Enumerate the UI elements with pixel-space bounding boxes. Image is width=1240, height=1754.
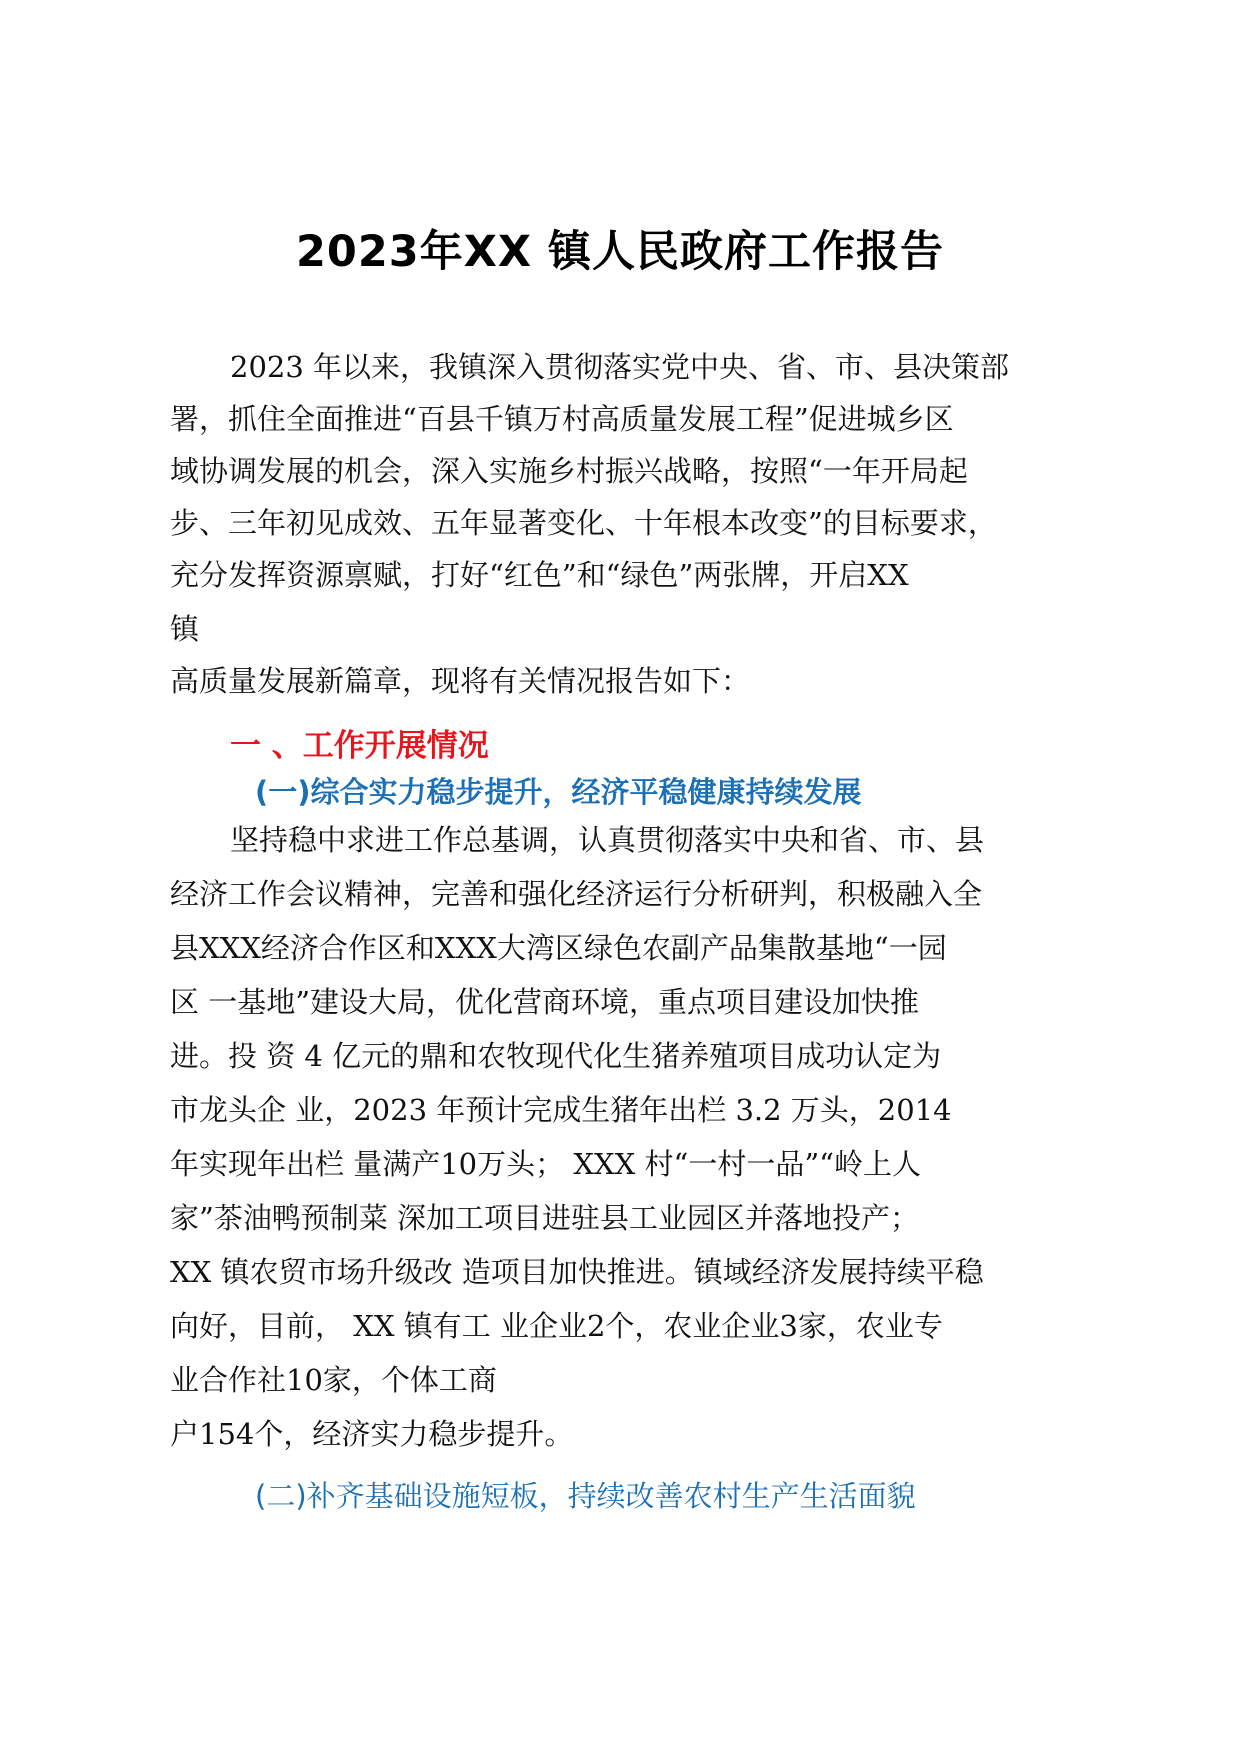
subsection-heading-1: (一)综合实力稳步提升，经济平稳健康持续发展 <box>255 775 862 809</box>
body-line-7: 年实现年出栏 量满产10万头； XXX 村“一村一品”“岭上人 <box>170 1147 921 1181</box>
body-line-1: 坚持稳中求进工作总基调，认真贯彻落实中央和省、市、县 <box>230 823 985 857</box>
document-title: 2023年XX 镇人民政府工作报告 <box>296 227 944 277</box>
section-heading-work-progress: 一 、工作开展情况 <box>230 728 489 764</box>
body-line-2: 经济工作会议精神，完善和强化经济运行分析研判，积极融入全 <box>170 877 983 911</box>
body-line-11: 业合作社10家，个体工商 <box>170 1363 497 1397</box>
body-line-3: 县XXX经济合作区和XXX大湾区绿色农副产品集散基地“一园 <box>170 931 947 965</box>
intro-line-3: 域协调发展的机会，深入实施乡村振兴战略，按照“一年开局起 <box>170 454 968 488</box>
body-line-10: 向好，目前， XX 镇有工 业企业2个，农业企业3家，农业专 <box>170 1309 943 1343</box>
body-line-12: 户154个，经济实力稳步提升。 <box>170 1417 574 1451</box>
intro-line-6: 镇 <box>170 612 200 646</box>
body-line-6: 市龙头企 业，2023 年预计完成生猪年出栏 3.2 万头，2014 <box>170 1093 952 1127</box>
body-line-5: 进。投 资 4 亿元的鼎和农牧现代化生猪养殖项目成功认定为 <box>170 1039 942 1073</box>
body-line-9: XX 镇农贸市场升级改 造项目加快推进。镇域经济发展持续平稳 <box>170 1255 984 1289</box>
intro-line-1: 2023 年以来，我镇深入贯彻落实党中央、省、市、县决策部 <box>230 350 1010 384</box>
intro-line-5: 充分发挥资源禀赋，打好“红色”和“绿色”两张牌，开启XX <box>170 558 909 592</box>
intro-line-4: 步、三年初见成效、五年显著变化、十年根本改变”的目标要求， <box>170 506 997 540</box>
body-line-4: 区 一基地”建设大局，优化营商环境，重点项目建设加快推 <box>170 985 920 1019</box>
intro-line-7: 高质量发展新篇章，现将有关情况报告如下： <box>170 664 751 698</box>
subsection-heading-2: (二)补齐基础设施短板，持续改善农村生产生活面貌 <box>255 1479 916 1513</box>
intro-line-2: 署，抓住全面推进“百县千镇万村高质量发展工程”促进城乡区 <box>170 402 954 436</box>
body-line-8: 家”茶油鸭预制菜 深加工项目进驻县工业园区并落地投产； <box>170 1201 920 1235</box>
